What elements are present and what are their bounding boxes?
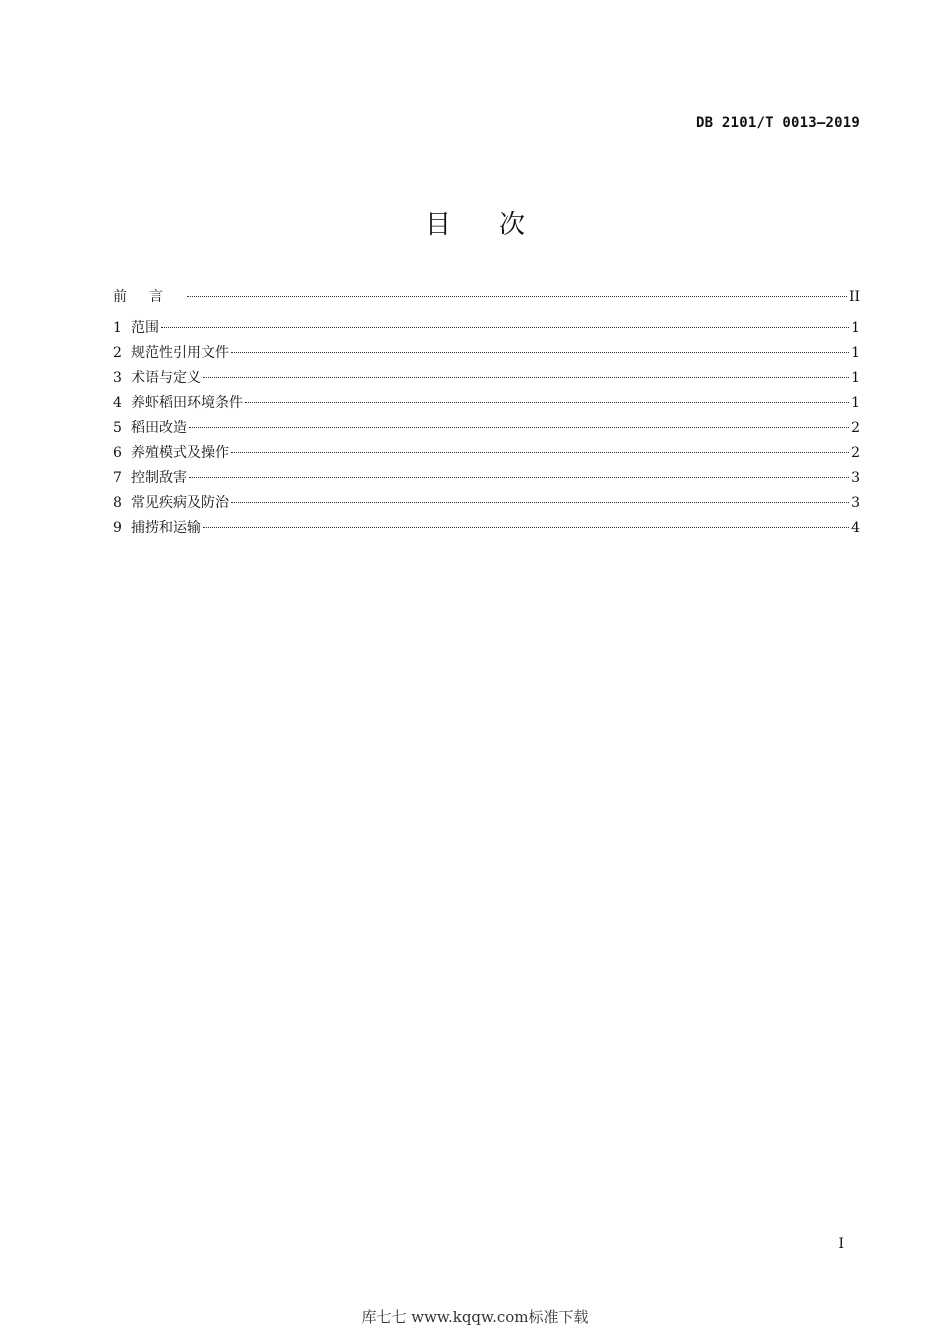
toc-entry-page: 1	[851, 395, 860, 411]
toc-entry-number: 5	[113, 420, 122, 436]
toc-leader-dots	[231, 501, 849, 503]
toc-entry-number: 9	[113, 520, 122, 536]
toc-entry-page: 1	[851, 320, 860, 336]
toc-entry-page: 4	[851, 520, 860, 536]
toc-entry-page: 1	[851, 370, 860, 386]
toc-entry-number: 6	[113, 445, 122, 461]
toc-entry-label: 规范性引用文件	[131, 345, 229, 361]
toc-entry-label: 养殖模式及操作	[131, 445, 229, 461]
toc-entry-number: 7	[113, 470, 122, 486]
toc-entry-page: 2	[851, 420, 860, 436]
toc-entry[interactable]	[113, 316, 860, 341]
toc-entry[interactable]	[113, 341, 860, 366]
toc-leader-dots	[203, 526, 849, 528]
toc-entry-number: 2	[113, 345, 122, 361]
toc-leader-dots	[187, 295, 847, 297]
toc-leader-dots	[245, 401, 849, 403]
toc-entry-number: 3	[113, 370, 122, 386]
toc-entry-label: 术语与定义	[131, 370, 201, 386]
toc-entry[interactable]	[113, 366, 860, 391]
toc-entry-label: 范围	[131, 320, 159, 336]
toc-entry[interactable]	[113, 516, 860, 541]
toc-entry-page: II	[848, 289, 860, 305]
toc-leader-dots	[161, 326, 849, 328]
toc-entry-number: 8	[113, 495, 122, 511]
toc-entry-label: 养虾稻田环境条件	[131, 395, 243, 411]
toc-entry-number: 4	[113, 395, 122, 411]
toc-entry-label: 捕捞和运输	[131, 520, 201, 536]
toc-leader-dots	[203, 376, 849, 378]
toc-leader-dots	[189, 476, 849, 478]
toc-title-char-2: 次	[499, 210, 526, 240]
toc-entry-page: 3	[851, 495, 860, 511]
toc-entry[interactable]	[113, 491, 860, 516]
toc-entry-label: 稻田改造	[131, 420, 187, 436]
toc-leader-dots	[231, 451, 849, 453]
toc-entry-label: 前言	[113, 289, 185, 305]
toc-entry[interactable]	[113, 441, 860, 466]
toc-entry-foreword[interactable]	[113, 286, 860, 316]
toc-entry[interactable]	[113, 416, 860, 441]
toc-entry-label: 常见疾病及防治	[131, 495, 229, 511]
toc-title	[0, 204, 950, 241]
toc-entry-number: 1	[113, 320, 122, 336]
toc-entry-page: 2	[851, 445, 860, 461]
toc-entry-label: 控制敌害	[131, 470, 187, 486]
table-of-contents	[113, 286, 860, 541]
toc-entry[interactable]	[113, 466, 860, 491]
footer-watermark-text: 库七七 www.kqqw.com标准下载	[361, 1308, 589, 1326]
toc-leader-dots	[189, 426, 849, 428]
page-number: I	[838, 1236, 844, 1252]
toc-title-char-1: 目	[424, 210, 451, 240]
toc-entry-page: 3	[851, 470, 860, 486]
document-code: DB 2101/T 0013—2019	[696, 115, 860, 131]
toc-entry[interactable]	[113, 391, 860, 416]
toc-leader-dots	[231, 351, 849, 353]
toc-entry-page: 1	[851, 345, 860, 361]
